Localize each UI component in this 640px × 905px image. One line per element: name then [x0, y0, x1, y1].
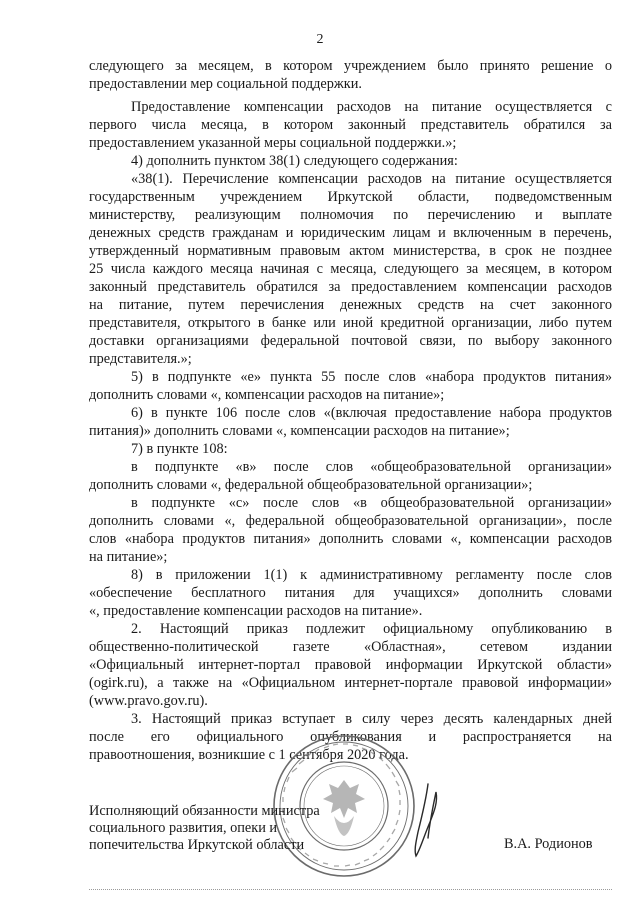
body-line: на питание»; [89, 549, 168, 565]
body-line: 4) дополнить пунктом 38(1) следующего содержания: [131, 153, 458, 169]
signer-position-line: попечительства Иркутской области [89, 837, 305, 853]
body-line: (ogirk.ru), а также на «Официальном интернет-портале правовой информации» [89, 675, 612, 691]
body-line: «обеспечение бесплатного питания для учащихся» дополнить словами [89, 585, 612, 601]
body-line: 5) в подпункте «е» пункта 55 после слов «набора продуктов питания» [131, 369, 612, 385]
body-line: после его официального опубликования и распространяется на [89, 729, 612, 745]
body-line: питания)» дополнить словами «, компенсации расходов на питание»; [89, 423, 510, 439]
body-line: представителя.»; [89, 351, 192, 367]
footer-divider [89, 889, 612, 890]
body-line: 25 числа каждого месяца начиная с месяца, следующего за месяцем, в котором [89, 261, 612, 277]
body-line: «38(1). Перечисление компенсации расходов на питание осуществляется [131, 171, 612, 187]
body-line: государственным учреждением Иркутской области, подведомственным [89, 189, 612, 205]
body-line: утвержденный нормативным правовым актом министерства, в срок не позднее [89, 243, 612, 259]
body-line: 7) в пункте 108: [131, 441, 228, 457]
body-line: 6) в пункте 106 после слов «(включая предоставление набора продуктов [131, 405, 612, 421]
body-line: первого числа месяца, в котором законный представитель обратился за [89, 117, 612, 133]
signer-position-line: Исполняющий обязанности министра [89, 803, 320, 819]
body-line: дополнить словами «, федеральной общеобразовательной организации», после [89, 513, 612, 529]
body-line: (www.pravo.gov.ru). [89, 693, 208, 709]
body-line: «, предоставление компенсации расходов на питание». [89, 603, 423, 619]
body-line: общественно-политической газете «Областная», сетевом издании [89, 639, 612, 655]
body-line: дополнить словами «, федеральной общеобразовательной организации»; [89, 477, 533, 493]
body-line: на питание, путем перечисления денежных средств на счет законного [89, 297, 612, 313]
body-line: в подпункте «в» после слов «общеобразовательной организации» [131, 459, 612, 475]
body-line: правоотношения, возникшие с 1 сентября 2020 года. [89, 747, 409, 763]
body-line: 2. Настоящий приказ подлежит официальному опубликованию в [131, 621, 612, 637]
signer-position-line: социального развития, опеки и [89, 820, 278, 836]
body-line: «Официальный интернет-портал правовой информации Иркутской области» [89, 657, 612, 673]
body-line: в подпункте «с» после слов «в общеобразовательной организации» [131, 495, 612, 511]
body-line: 3. Настоящий приказ вступает в силу через десять календарных дней [131, 711, 612, 727]
body-line: Предоставление компенсации расходов на питание осуществляется с [131, 99, 612, 115]
body-line: предоставлением указанной меры социальной поддержки.»; [89, 135, 457, 151]
body-line: следующего за месяцем, в котором учреждением было принято решение о [89, 58, 612, 74]
body-line: представителя, открытого в банке или иной кредитной организации, либо путем [89, 315, 612, 331]
body-line: предоставлении мер социальной поддержки. [89, 76, 362, 92]
body-line: законный представитель обратился за предоставлением компенсации расходов [89, 279, 612, 295]
body-line: министерству, реализующим полномочия по перечислению и выплате [89, 207, 612, 223]
handwritten-signature [408, 780, 448, 860]
signer-name: В.А. Родионов [504, 836, 593, 852]
page-number: 2 [316, 32, 324, 47]
body-line: доставки организациями федеральной почтовой связи, по выбору законного [89, 333, 612, 349]
body-line: 8) в приложении 1(1) к административному регламенту после слов [131, 567, 612, 583]
body-line: денежных средств гражданам и юридическим лицам и включенным в перечень, [89, 225, 612, 241]
body-line: слов «набора продуктов питания» дополнить словами «, компенсации расходов [89, 531, 612, 547]
body-line: дополнить словами «, компенсации расходов на питание»; [89, 387, 445, 403]
